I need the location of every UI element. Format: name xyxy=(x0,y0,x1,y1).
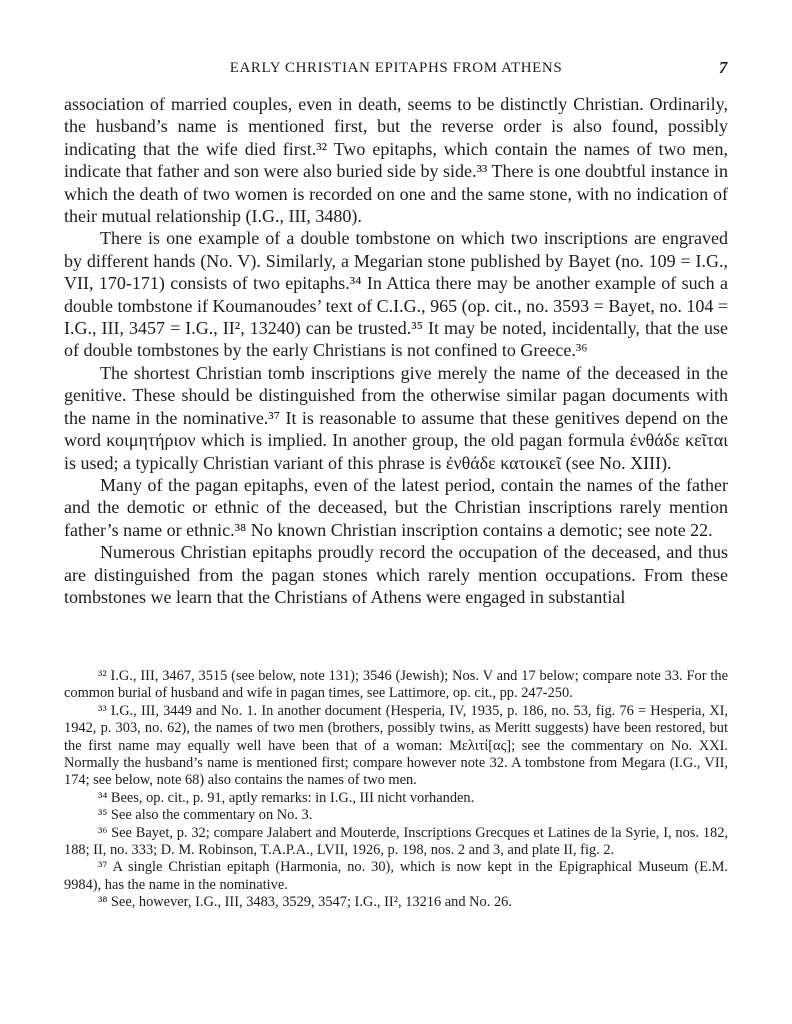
footnote-38: ³⁸ See, however, I.G., III, 3483, 3529, 3547; I.G., II², 13216 and No. 26. xyxy=(98,894,512,911)
page-number: 7 xyxy=(718,58,728,77)
footnote-37: ³⁷ A single Christian epitaph (Harmonia, no. 30), which is now kept in the Epigraphical Museum (E.M. 9984), has the name in the nominative. xyxy=(64,859,728,893)
footnote-33: ³³ I.G., III, 3449 and No. 1. In another document (Hesperia, IV, 1935, p. 186, no. 53, fig. 76 = Hesperia, XI, 1942, p. 303, no. 62), the names of two men (brothers, possibly twins, as Meritt suggests) have been restored, but the first name may equally well have been that of a woman: Μελιτί[ας]; see the commentary on No. XXI. Normally the husband’s name is mentioned first; compare however note 32. A tombstone from Megara (I.G., VII, 174; see below, note 68) also contains the names of two men. xyxy=(64,702,728,789)
paragraph-occupations: Numerous Christian epitaphs proudly record the occupation of the deceased, and thus are distinguished from the pagan stones which rarely mention occupations. From these tombstones we learn that the Christians of Athens were engaged in substantial xyxy=(64,542,728,607)
running-head-title: EARLY CHRISTIAN EPITAPHS FROM ATHENS xyxy=(229,60,563,76)
paragraph-married-couples: association of married couples, even in death, seems to be distinctly Christian. Ordinarily, the husband’s name is mentioned first, but the reverse order is also found, possibly indicating that the wife died first.³² Two epitaphs, which contain the names of two men, indicate that father and son were also buried side by side.³³ There is one doubtful instance in which the death of two women is recorded on one and the same stone, with no indication of their mutual relationship (I.G., III, 3480). xyxy=(64,94,728,227)
footnote-35: ³⁵ See also the commentary on No. 3. xyxy=(98,807,313,824)
footnote-32: ³² I.G., III, 3467, 3515 (see below, note 131); 3546 (Jewish); Nos. V and 17 below; compare note 33. For the common burial of husband and wife in pagan times, see Lattimore, op. cit., pp. 247-250. xyxy=(64,668,728,702)
paragraph-double-tombstone: There is one example of a double tombstone on which two inscriptions are engraved by different hands (No. V). Similarly, a Megarian stone published by Bayet (no. 109 = I.G., VII, 170-171) consists of two epitaphs.³⁴ In Attica there may be another example of such a double tombstone if Koumanoudes’ text of C.I.G., 965 (op. cit., no. 3593 = Bayet, no. 104 = I.G., III, 3457 = I.G., II², 13240) can be trusted.³⁵ It may be noted, incidentally, that the use of double tombstones by the early Christians is not confined to Greece.³⁶ xyxy=(64,228,728,361)
paragraph-genitive-inscriptions: The shortest Christian tomb inscriptions give merely the name of the deceased in the genitive. These should be distinguished from the otherwise similar pagan documents with the name in the nominative.³⁷ It is reasonable to assume that these genitives depend on the word κοιμητήριον which is implied. In another group, the old pagan formula ἐνθάδε κεῖται is used; a typically Christian variant of this phrase is ἐνθάδε κατοικεῖ (see No. XIII). xyxy=(64,362,728,473)
running-head xyxy=(64,60,728,80)
footnotes xyxy=(64,668,728,912)
footnote-36: ³⁶ See Bayet, p. 32; compare Jalabert and Mouterde, Inscriptions Grecques et Latines de la Syrie, I, nos. 182, 188; II, no. 333; D. M. Robinson, T.A.P.A., LVII, 1926, p. 198, nos. 2 and 3, and plate II, fig. 2. xyxy=(64,824,728,859)
body-text xyxy=(64,93,728,608)
footnote-34: ³⁴ Bees, op. cit., p. 91, aptly remarks: in I.G., III nicht vorhanden. xyxy=(98,789,475,806)
paragraph-demotic-ethnic: Many of the pagan epitaphs, even of the latest period, contain the names of the father and the demotic or ethnic of the deceased, but the Christian inscriptions rarely mention father’s name or ethnic.³⁸ No known Christian inscription contains a demotic; see note 22. xyxy=(64,474,728,540)
